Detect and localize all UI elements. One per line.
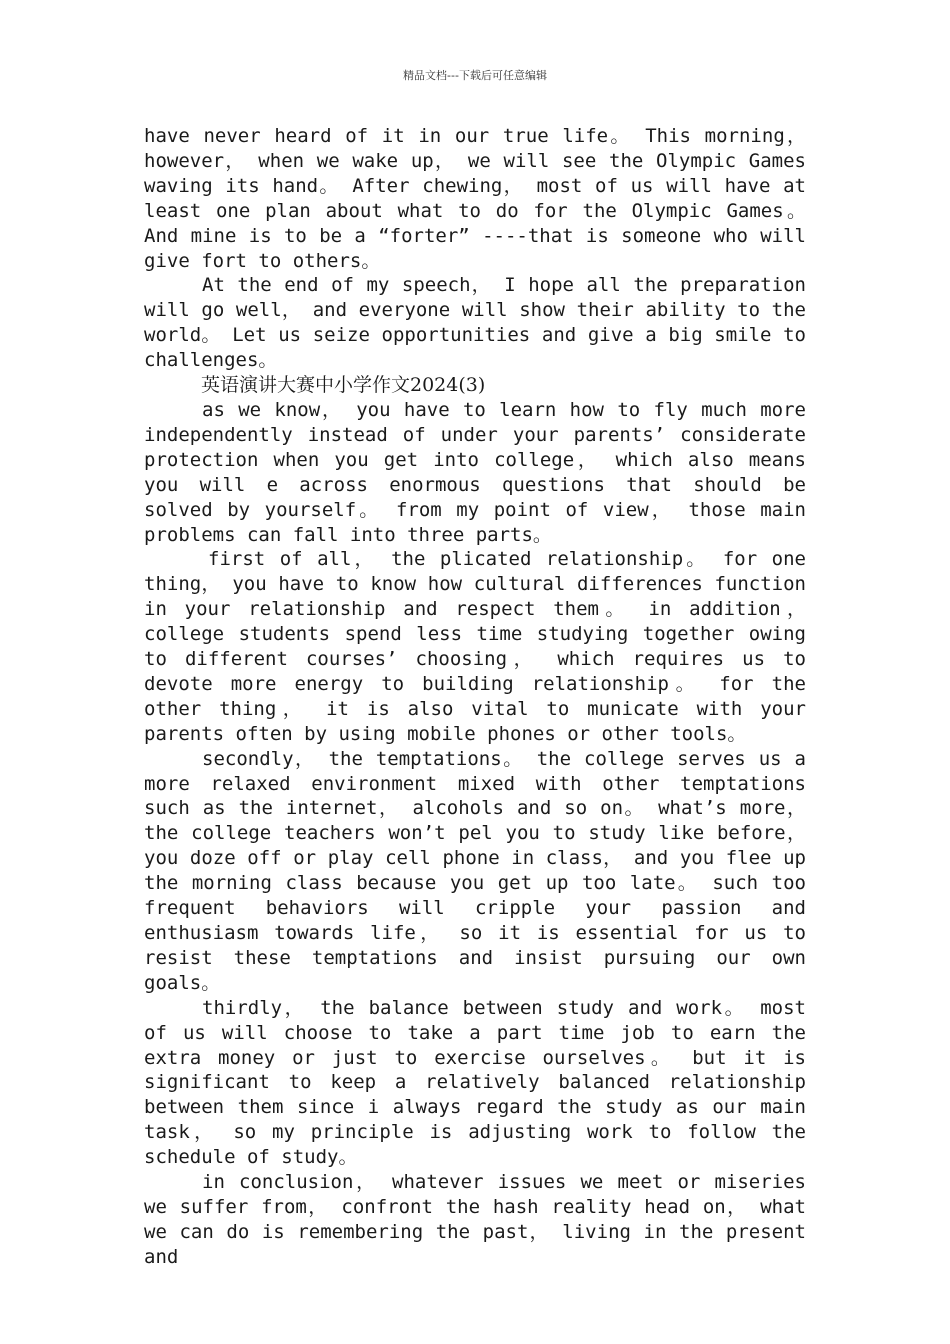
paragraph-speech-end: At the end of my speech， I hope all the preparation will go well， and everyone will show their ability to the world。 Let us seize opportunities and give a big smile to challenges。 xyxy=(144,274,806,372)
paragraph-intro: as we know， you have to learn how to fly much more independently instead of under your parents’ considerate protection when you get into college， which also means you will e across enormous questions that should be solved by yourself。 from my point of view， those main problems can fall into three parts。 xyxy=(144,398,806,546)
page-header: 精品文档---下载后可任意编辑 xyxy=(403,69,547,82)
paragraph-conclusion: in conclusion， whatever issues we meet or miseries we suffer from， confront the hash reality head on， what we can do is remembering the past， living in the present and xyxy=(144,1171,806,1268)
paragraph-olympic-continuation: have never heard of it in our true life。 This morning， however， when we wake up， we will see the Olympic Games waving its hand。 After chewing， most of us will have at least one plan about what to do for the Olympic Games。 And mine is to be a “forter” ----that is someone who will give fort to others。 xyxy=(144,125,806,272)
section-heading: 英语演讲大赛中小学作文2024(3) xyxy=(201,374,486,397)
paragraph-third: thirdly， the balance between study and work。 most of us will choose to take a part time job to earn the extra money or just to exercise ourselves。 but it is significant to keep a relatively balanced relationship between them since i always regard the study as our main task， so my principle is adjusting work to follow the schedule of study。 xyxy=(144,996,806,1169)
paragraph-first: first of all， the plicated relationship。 for one thing， you have to know how cultural differences function in your relationship and respect them。 in addition， college students spend less time studying together owing to different courses’ choosing， which requires us to devote more energy to building relationship。 for the other thing， it is also vital to municate with your parents often by using mobile phones or other tools。 xyxy=(144,548,806,745)
document-body xyxy=(144,124,806,1270)
paragraph-second: secondly， the temptations。 the college serves us a more relaxed environment mixed with other temptations such as the internet， alcohols and so on。 what’s more， the college teachers won’t pel you to study like before， you doze off or play cell phone in class， and you flee up the morning class because you get up too late。 such too frequent behaviors will cripple your passion and enthusiasm towards life， so it is essential for us to resist these temptations and insist pursuing our own goals。 xyxy=(144,747,806,994)
